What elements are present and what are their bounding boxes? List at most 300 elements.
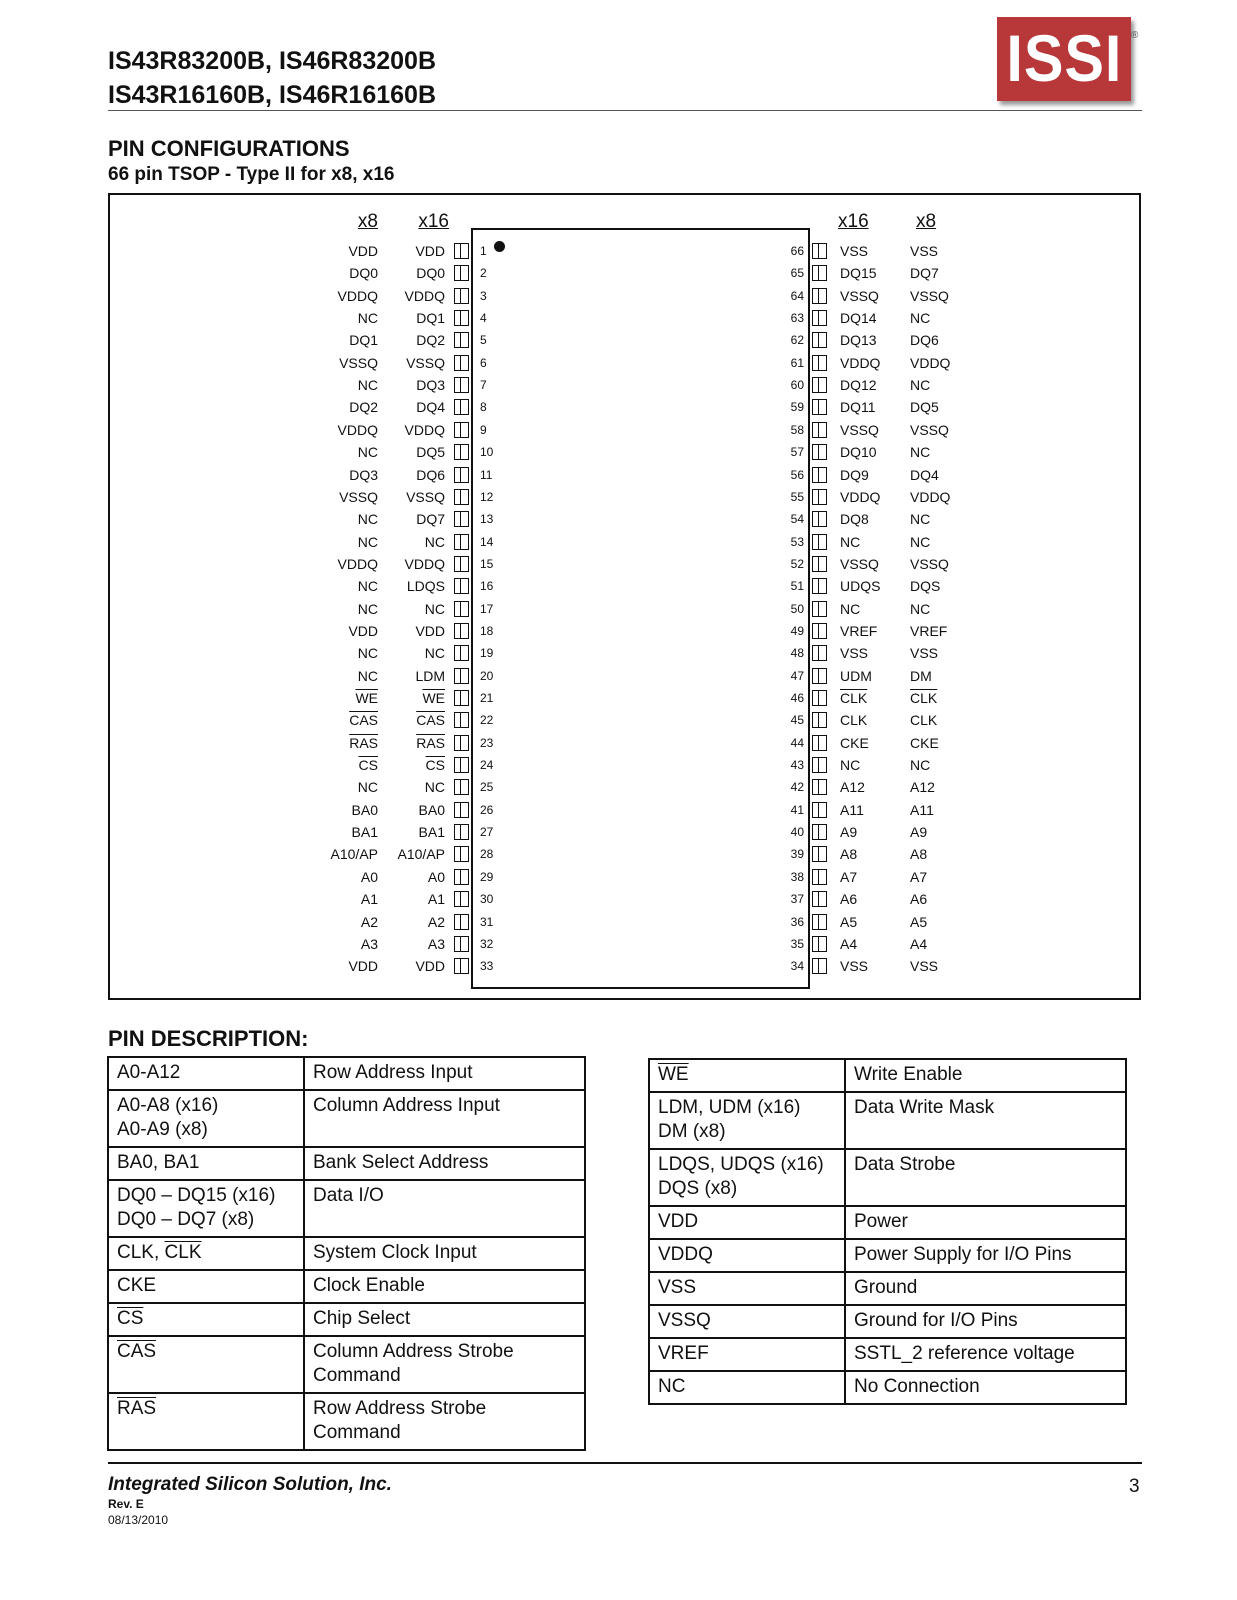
footer-date: 08/13/2010: [108, 1513, 169, 1527]
pin-number: 15: [480, 556, 494, 571]
pin-x16-signal: DQ8: [840, 511, 869, 528]
pin-pad: [812, 712, 827, 728]
pin-x8-signal: NC: [910, 757, 931, 774]
pin-x16-signal: CKE: [840, 734, 869, 751]
pin-x8-signal: DQ0: [349, 265, 378, 282]
pin-pad: [812, 958, 827, 974]
pin-x8-signal: VSS: [910, 645, 939, 662]
pin-x8-signal: NC: [910, 600, 931, 617]
right-pin-row: [0, 374, 1237, 396]
pin-description-table-left: [107, 1056, 586, 1451]
pin-x8-signal: VREF: [910, 622, 948, 639]
pin-x16-signal: LDQS: [406, 578, 445, 595]
right-pin-row: [0, 687, 1237, 709]
pin-description-row: [649, 1239, 1126, 1272]
signal-name: VSS: [658, 1277, 697, 1298]
pin-x8-signal: A2: [360, 913, 378, 930]
pin-x16-signal: BA0: [418, 801, 445, 818]
right-pin-row: [0, 732, 1237, 754]
pin-x8-signal: VSSQ: [339, 488, 378, 505]
pin-x16-signal: VSS: [840, 958, 869, 975]
description-cell: Power: [845, 1206, 1126, 1239]
pin-number: 10: [480, 445, 494, 460]
right-pin-row: [0, 799, 1237, 821]
pin-x16-signal: DQ0: [416, 265, 445, 282]
header-divider: [108, 110, 1142, 111]
pin-pad: [812, 332, 827, 348]
pin-number: 66: [790, 244, 804, 258]
pin-number: 45: [790, 713, 804, 728]
pin-x8-signal: NC: [357, 511, 378, 528]
pin-x8-signal: VDDQ: [337, 421, 378, 438]
pin-description-row: [649, 1371, 1126, 1404]
pin-x8-signal: VSSQ: [910, 421, 949, 438]
signal-cell: [649, 1059, 845, 1092]
pin-x16-signal: DQ13: [840, 332, 877, 349]
pin-x16-signal: NC: [840, 533, 861, 550]
pin-x8-signal: $\overline{CS}$: [358, 757, 378, 774]
pin-x16-signal: NC: [424, 645, 445, 662]
signal-cell: [649, 1305, 845, 1338]
right-pin-row: [0, 307, 1237, 329]
pin-pad: [812, 556, 827, 572]
pin-x16-signal: A10/AP: [397, 846, 445, 863]
description-cell: Column Address Strobe Command: [304, 1336, 585, 1393]
pin-number: 64: [790, 288, 804, 303]
right-pin-row: [0, 285, 1237, 307]
pin-pad: [812, 601, 827, 617]
pin-x8-signal: CLK: [910, 712, 938, 729]
pin-description-row: [108, 1147, 585, 1180]
pin-x16-signal: VSSQ: [840, 421, 879, 438]
pin-x8-signal: NC: [910, 511, 931, 528]
pin-x8-signal: DQ7: [910, 265, 939, 282]
pin-x16-signal: DQ1: [416, 310, 445, 327]
right-pin-row: [0, 843, 1237, 865]
description-cell: Ground for I/O Pins: [845, 1305, 1126, 1338]
pin-x16-signal: A3: [427, 935, 445, 952]
pin-number: 26: [480, 802, 494, 817]
pin-x16-signal: UDM: [840, 667, 872, 684]
pin-number: 16: [480, 579, 494, 594]
pin-number: 57: [790, 445, 804, 460]
signal-name: BA0, BA1: [117, 1152, 200, 1173]
pin-description-row: [108, 1270, 585, 1303]
signal-cell: [108, 1393, 304, 1450]
pin-number: 55: [790, 489, 804, 504]
right-pin-row: [0, 419, 1237, 441]
pin-x16-signal: DQ6: [416, 466, 445, 483]
description-cell: Column Address Input: [304, 1090, 585, 1147]
pin-x8-signal: BA1: [351, 824, 378, 841]
pin-x8-signal: A10/AP: [330, 846, 378, 863]
pin-number: 30: [480, 892, 494, 907]
pin-x8-signal: A7: [910, 868, 928, 885]
pin-number: 14: [480, 534, 494, 549]
signal-cell: [108, 1270, 304, 1303]
pin-number: 63: [790, 311, 804, 326]
pin-number: 41: [790, 802, 804, 817]
pin-number: 34: [790, 959, 804, 974]
pin-x8-signal: NC: [357, 600, 378, 617]
pin-pad: [812, 690, 827, 706]
pin-x8-signal: NC: [357, 667, 378, 684]
pin-x16-signal: DQ7: [416, 511, 445, 528]
pin-pad: [812, 489, 827, 505]
pin-pad: [812, 534, 827, 550]
pin-x8-signal: $\overline{RAS}$: [349, 734, 378, 751]
pin-x8-signal: $\overline{CAS}$: [349, 712, 378, 729]
signal-name: LDQS, UDQS (x16) DQS (x8): [658, 1154, 824, 1199]
pin-x16-signal: A0: [427, 868, 445, 885]
pin-x16-signal: A4: [840, 935, 858, 952]
pin-x8-signal: NC: [357, 533, 378, 550]
pin-number: 50: [790, 601, 804, 616]
pin-x16-signal: DQ11: [840, 399, 876, 416]
pin-x16-signal: A6: [840, 891, 858, 908]
pin-x8-signal: NC: [910, 310, 931, 327]
pin-x16-signal: DQ9: [840, 466, 869, 483]
pin-number: 48: [790, 646, 804, 661]
pin-x8-signal: NC: [357, 377, 378, 394]
pin-x8-signal: BA0: [351, 801, 378, 818]
pin-x8-signal: NC: [357, 779, 378, 796]
pin-x16-signal: VSS: [840, 645, 869, 662]
pin-pad: [812, 623, 827, 639]
right-pin-row: [0, 486, 1237, 508]
pin-number: 3: [480, 288, 487, 303]
pin-number: 22: [480, 713, 494, 728]
signal-cell: [108, 1090, 304, 1147]
pin-x16-signal: VDD: [415, 243, 445, 259]
pin-x16-signal: DQ2: [416, 332, 445, 349]
pin-x8-signal: A9: [910, 824, 928, 841]
pin-number: 17: [480, 601, 494, 616]
pin-number: 52: [790, 556, 804, 571]
right-pin-row: [0, 776, 1237, 798]
pin-x8-signal: VDDQ: [337, 287, 378, 304]
right-pin-row: [0, 441, 1237, 463]
right-pin-row: [0, 508, 1237, 530]
pin-number: 27: [480, 825, 494, 840]
pin-pad: [812, 846, 827, 862]
pin-number: 37: [790, 892, 804, 907]
pin-description-row: [108, 1090, 585, 1147]
pin-pad: [812, 668, 827, 684]
signal-name: CLK,: [117, 1242, 165, 1263]
pin-pad: [812, 824, 827, 840]
pin-x16-signal: DQ4: [416, 399, 445, 416]
pin-number: 31: [480, 914, 494, 929]
right-pin-row: [0, 821, 1237, 843]
pin-number: 44: [790, 735, 804, 750]
right-pin-row: [0, 598, 1237, 620]
pin-number: 58: [790, 422, 804, 437]
pin-x16-signal: VDDQ: [840, 354, 881, 371]
pin-x8-signal: VDD: [348, 622, 378, 639]
pin-description-row: [649, 1059, 1126, 1092]
pin-number: 56: [790, 467, 804, 482]
pin-description-row: [649, 1206, 1126, 1239]
pin-x8-signal: CKE: [910, 734, 939, 751]
right-pin-row: [0, 329, 1237, 351]
pin-x16-signal: A7: [840, 868, 858, 885]
signal-name: VREF: [658, 1343, 709, 1364]
right-pin-row: [0, 642, 1237, 664]
footer-divider: [108, 1462, 1142, 1464]
pin-description-heading: PIN DESCRIPTION:: [108, 1026, 309, 1051]
pin-x8-signal: DQ1: [349, 332, 378, 349]
pin-x16-signal: VREF: [840, 622, 878, 639]
signal-name: DQ0 – DQ15 (x16) DQ0 – DQ7 (x8): [117, 1185, 276, 1230]
package-subheading: 66 pin TSOP - Type II for x8, x16: [108, 164, 395, 185]
pin-description-row: [108, 1303, 585, 1336]
pin-x16-signal: DQ15: [840, 265, 877, 282]
pin-pad: [812, 578, 827, 594]
description-cell: Data Strobe: [845, 1149, 1126, 1206]
pin-x8-signal: DM: [910, 667, 932, 684]
signal-cell: [649, 1092, 845, 1149]
pin-x16-signal: NC: [424, 779, 445, 796]
pin-pad: [812, 936, 827, 952]
pin-number: 11: [480, 467, 493, 482]
signal-name: NC: [658, 1376, 686, 1397]
signal-cell: [108, 1057, 304, 1090]
pin-description-row: [108, 1237, 585, 1270]
pin-pad: [812, 243, 827, 259]
pin-number: 36: [790, 914, 804, 929]
pin-number: 33: [480, 959, 494, 974]
signal-name: A0-A8 (x16) A0-A9 (x8): [117, 1095, 219, 1140]
right-pin-row: [0, 553, 1237, 575]
pin-description-row: [108, 1336, 585, 1393]
pin-x8-signal: VDDQ: [910, 488, 951, 505]
pin-x8-signal: DQ2: [349, 399, 378, 416]
pin-number: 51: [790, 579, 804, 594]
pin-x8-signal: $\overline{WE}$: [355, 690, 378, 706]
signal-cell: [649, 1149, 845, 1206]
pin-pad: [812, 288, 827, 304]
pin-x16-signal: A5: [840, 913, 858, 930]
right-pin-row: [0, 911, 1237, 933]
pin-description-row: [108, 1180, 585, 1237]
description-cell: Clock Enable: [304, 1270, 585, 1303]
pin-pad: [812, 265, 827, 281]
description-cell: Row Address Strobe Command: [304, 1393, 585, 1450]
pin-number: 60: [790, 378, 804, 393]
pin-x16-signal: UDQS: [840, 578, 881, 595]
pin-number: 38: [790, 869, 804, 884]
signal-name-active-low: $\overline{RAS}$: [117, 1398, 157, 1419]
pin-pad: [812, 511, 827, 527]
pin-x16-signal: VSS: [840, 243, 869, 259]
pin-number: 19: [480, 646, 494, 661]
pin-pad: [812, 891, 827, 907]
footer-revision: Rev. E: [108, 1497, 144, 1511]
signal-name: VDDQ: [658, 1244, 713, 1265]
description-cell: Ground: [845, 1272, 1126, 1305]
pin-x8-signal: A1: [360, 891, 378, 908]
signal-name-active-low: $\overline{CS}$: [117, 1308, 144, 1329]
right-pin-row: [0, 531, 1237, 553]
left-x8-column-header: x8: [357, 211, 378, 232]
pin-number: 9: [480, 422, 487, 437]
pin-pad: [812, 779, 827, 795]
pin-number: 13: [480, 512, 494, 527]
pin-x8-signal: VDD: [348, 958, 378, 975]
pin-x8-signal: VDDQ: [910, 354, 951, 371]
pin-pad: [812, 914, 827, 930]
pin-x8-signal: A0: [360, 868, 378, 885]
pin-number: 25: [480, 780, 494, 795]
right-pin-row: [0, 866, 1237, 888]
right-pin-row: [0, 396, 1237, 418]
description-cell: Row Address Input: [304, 1057, 585, 1090]
right-pin-row: [0, 933, 1237, 955]
pin-x16-signal: VSSQ: [840, 555, 879, 572]
pin-x8-signal: $\overline{CLK}$: [910, 690, 938, 706]
pin-pad: [812, 399, 827, 415]
left-x16-column-header: x16: [418, 211, 449, 232]
right-pin-row: [0, 240, 1237, 262]
pin-number: 23: [480, 735, 494, 750]
description-cell: Power Supply for I/O Pins: [845, 1239, 1126, 1272]
signal-cell: [108, 1147, 304, 1180]
right-pin-row: [0, 888, 1237, 910]
registered-mark: ®: [1131, 30, 1139, 41]
pin-x16-signal: VSSQ: [406, 354, 445, 371]
pin-pad: [812, 310, 827, 326]
pin-number: 65: [790, 266, 804, 281]
description-cell: Data Write Mask: [845, 1092, 1126, 1149]
pin-number: 54: [790, 512, 804, 527]
signal-cell: [649, 1206, 845, 1239]
pin-x16-signal: LDM: [415, 667, 445, 684]
pin-number: 32: [480, 936, 494, 951]
pin-number: 29: [480, 869, 494, 884]
pin-x16-signal: $\overline{WE}$: [422, 690, 445, 706]
description-cell: Data I/O: [304, 1180, 585, 1237]
pin-x8-signal: NC: [910, 533, 931, 550]
pin-number: 62: [790, 333, 804, 348]
pin-description-row: [649, 1092, 1126, 1149]
pin-x8-signal: DQ4: [910, 466, 939, 483]
pin-x8-signal: A5: [910, 913, 928, 930]
pin-x8-signal: A8: [910, 846, 928, 863]
pin-pad: [812, 444, 827, 460]
pin-x8-signal: DQ6: [910, 332, 939, 349]
pin-x8-signal: VSS: [910, 243, 939, 259]
pin-number: 7: [480, 378, 487, 393]
pin-number: 46: [790, 691, 804, 705]
pin-x16-signal: DQ5: [416, 444, 445, 461]
signal-cell: [649, 1338, 845, 1371]
signal-name: LDM, UDM (x16) DM (x8): [658, 1097, 801, 1142]
right-pin-row: [0, 754, 1237, 776]
pin-number: 18: [480, 623, 494, 638]
pin-description-row: [108, 1057, 585, 1090]
pin-number: 4: [480, 311, 487, 326]
pin-x8-signal: VDD: [348, 243, 378, 259]
pin-x16-signal: DQ14: [840, 310, 877, 327]
pin-x8-signal: NC: [357, 310, 378, 327]
pin-pad: [812, 355, 827, 371]
pin-x16-signal: NC: [424, 533, 445, 550]
pin-x16-signal: NC: [424, 600, 445, 617]
pin-x16-signal: VSSQ: [840, 287, 879, 304]
pin-pad: [812, 869, 827, 885]
signal-cell: [108, 1336, 304, 1393]
pin-x8-signal: NC: [357, 578, 378, 595]
signal-cell: [649, 1371, 845, 1404]
right-pin-row: [0, 262, 1237, 284]
pin-x8-signal: NC: [357, 444, 378, 461]
pin-x8-signal: A3: [360, 935, 378, 952]
pin-number: 12: [480, 489, 494, 504]
pin-x8-signal: NC: [910, 377, 931, 394]
document-title-line2: IS43R16160B, IS46R16160B: [108, 81, 437, 109]
right-pin-row: [0, 665, 1237, 687]
pin-x16-signal: VDDQ: [404, 421, 445, 438]
page-number: 3: [1129, 1476, 1140, 1497]
pin-x8-signal: DQ3: [349, 466, 378, 483]
signal-name: VDD: [658, 1211, 699, 1232]
pin-x16-signal: $\overline{CAS}$: [416, 712, 445, 729]
pin-number: 28: [480, 847, 494, 862]
pin-x8-signal: VSSQ: [910, 287, 949, 304]
pin-description-table-right: [648, 1058, 1127, 1405]
signal-cell: [649, 1239, 845, 1272]
signal-cell: [108, 1237, 304, 1270]
pin-number: 47: [790, 668, 804, 683]
pin-number: 49: [790, 623, 804, 638]
pin-number: 40: [790, 825, 804, 840]
pin-x16-signal: VDD: [415, 622, 445, 639]
pin-x8-signal: NC: [910, 444, 931, 461]
pin-x16-signal: DQ3: [416, 377, 445, 394]
pin-x16-signal: A8: [840, 846, 858, 863]
pin-x16-signal: VDDQ: [840, 488, 881, 505]
pin-x16-signal: A11: [840, 801, 864, 818]
pin-pad: [812, 422, 827, 438]
pin-x16-signal: A1: [427, 891, 445, 908]
pin-number: 53: [790, 534, 804, 549]
description-cell: SSTL_2 reference voltage: [845, 1338, 1126, 1371]
pin-pad: [812, 645, 827, 661]
pin-pad: [812, 757, 827, 773]
pin-number: 8: [480, 400, 487, 415]
pin-x16-signal: NC: [840, 600, 861, 617]
pin-x8-signal: DQ5: [910, 399, 939, 416]
pin-pad: [812, 735, 827, 751]
signal-name: A0-A12: [117, 1062, 181, 1083]
right-pin-row: [0, 352, 1237, 374]
pin-x16-signal: DQ10: [840, 444, 877, 461]
right-pin-row: [0, 709, 1237, 731]
right-x8-column-header: x8: [916, 211, 937, 232]
pin-x8-signal: A11: [910, 801, 934, 818]
signal-name: CKE: [117, 1275, 157, 1296]
pin-x16-signal: DQ12: [840, 377, 877, 394]
pin-pad: [812, 377, 827, 393]
pin-x8-signal: A12: [910, 779, 935, 796]
pin-x8-signal: VSSQ: [339, 354, 378, 371]
pin-x8-signal: VSSQ: [910, 555, 949, 572]
pin-x8-signal: A4: [910, 935, 928, 952]
pin-pad: [812, 802, 827, 818]
right-pin-row: [0, 464, 1237, 486]
logo-text: ISSI: [1006, 21, 1122, 95]
